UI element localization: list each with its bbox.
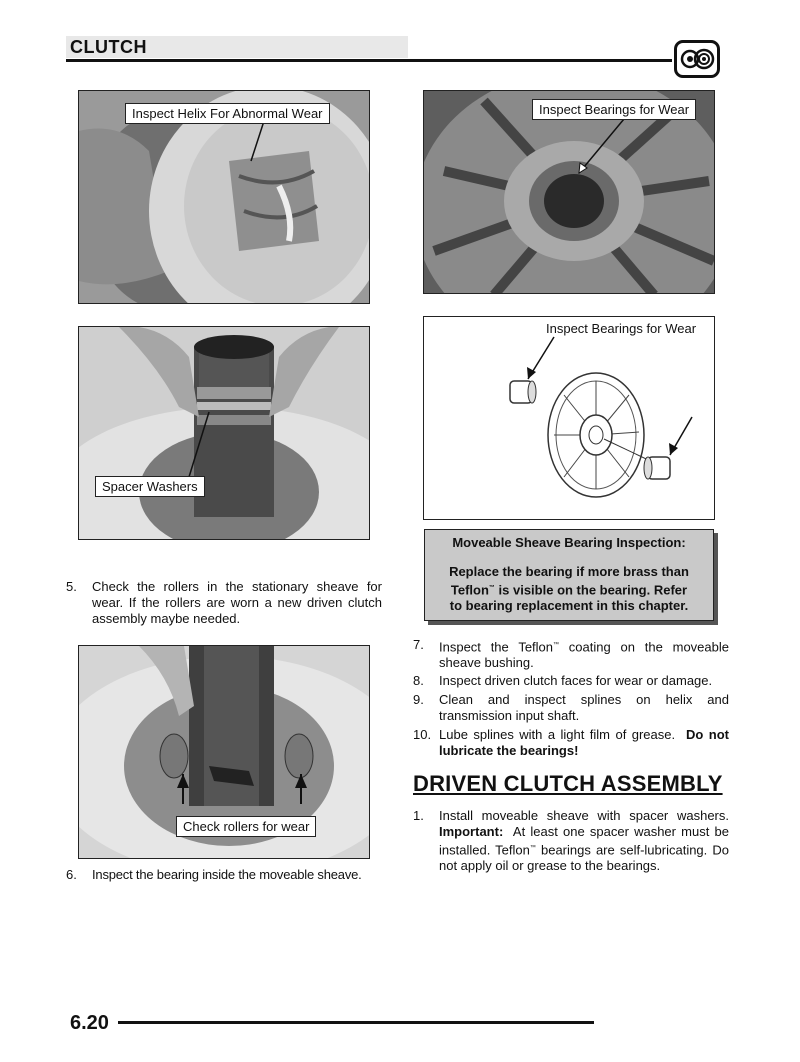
header-rule [66,59,672,62]
bearing-inspection-caption [424,529,714,621]
bearings-diagram [423,316,715,520]
bearings-diagram-callout: Inspect Bearings for Wear [546,321,697,336]
step-9: 9. Clean and inspect splines on helix and transmission input shaft. [413,692,729,723]
footer-rule [118,1021,594,1024]
step-7: 7. Inspect the Teflon™ coating on the moveable sheave bushing. [413,637,729,671]
caption-title: Moveable Sheave Bearing Inspection: [452,535,686,550]
assembly-step-1: 1. Install moveable sheave with spacer washers. Important: At least one spacer washer must be installed. Teflon™ bearings are self-lubricating. Do not apply oil or grease to the bearings. [413,808,729,874]
bearings-photo-callout: Inspect Bearings for Wear [532,99,696,120]
section-title: DRIVEN CLUTCH ASSEMBLY [413,771,723,796]
clutch-logo-icon [674,40,720,78]
page-title: CLUTCH [70,37,147,57]
spacer-callout: Spacer Washers [95,476,205,497]
step-10: 10. Lube splines with a light film of grease. Do not lubricate the bearings! [413,727,729,758]
bearings-photo [423,90,715,294]
step-5: 5. Check the rollers in the stationary sheave for wear. If the rollers are worn a new driven clutch assembly maybe needed. [66,579,382,626]
page-number: 6.20 [70,1012,109,1034]
rollers-callout: Check rollers for wear [176,816,316,837]
caption-body: Replace the bearing if more brass than Teflon™ is visible on the bearing. Refer to bearing replacement in this chapter. [449,564,689,614]
helix-photo [78,90,370,304]
rollers-photo [78,645,370,859]
spacer-photo [78,326,370,540]
step-8: 8. Inspect driven clutch faces for wear or damage. [413,673,713,688]
helix-callout: Inspect Helix For Abnormal Wear [125,103,330,124]
step-6: 6. Inspect the bearing inside the moveable sheave. [66,867,362,882]
